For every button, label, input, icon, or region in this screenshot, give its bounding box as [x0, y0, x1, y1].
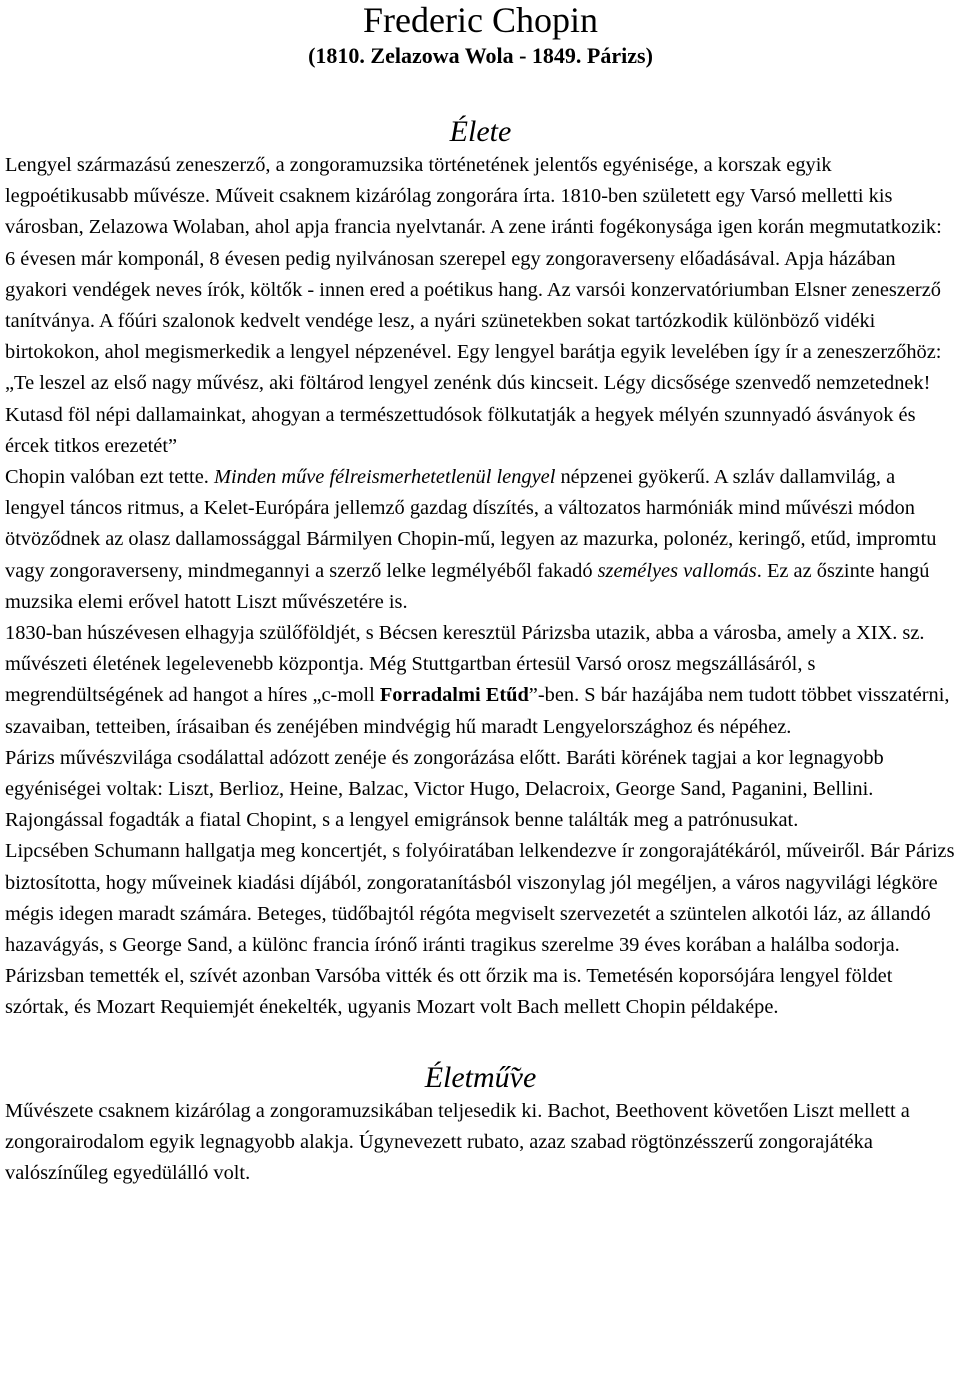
paragraph: [5, 462, 956, 618]
section-body-elete: [5, 150, 956, 1024]
paragraph: [5, 1096, 956, 1190]
page-subtitle: (1810. Zelazowa Wola - 1849. Párizs): [308, 43, 653, 68]
paragraph-text: népzenei gyökerű. A szláv dallamvilág, a lengyel táncos ritmus, a Kelet-Európára jellemző gazdag díszítés, a változatos harmóniák mind művészi módon ötvöződnek az olasz dallamossággal Bármilyen Chopin-mű, legyen az mazurka, polonéz, keringő, etűd, impromtu vagy zongoraverseny, mindmegannyi a szerző lelke legmélyéből fakadó: [5, 466, 937, 582]
paragraph: [5, 618, 956, 743]
paragraph: [5, 150, 956, 462]
paragraph-text: Párizsban temették el, szívét azonban Varsóba vitték és ott őrzik ma is. Temetésén koporsójára lengyel földet szórtak, és Mozart Requiemjét énekelték, ugyanis Mozart volt Bach mellett Chopin példaképe.: [5, 965, 893, 1019]
paragraph-text: Művészete csaknem kizárólag a zongoramuzsikában teljesedik ki. Bachot, Beethovent követően Liszt mellett a zongorairodalom egyik legnagyobb alakja. Úgynevezett rubato, azaz szabad rögtönzésszerű zongorajátéka valószínűleg egyedülálló volt.: [5, 1099, 910, 1185]
paragraph-text: 1830-ban húszévesen elhagyja szülőföldjét, s Bécsen keresztül Párizsba utazik, abba a városba, amely a XIX. sz. művészeti életének legelevenebb központja. Még Stuttgartban értesül Varsó orosz megszállásáról, s megrendültségének ad hangot a híres „c-moll: [5, 622, 925, 707]
section-heading-elete: Élete: [449, 115, 512, 148]
paragraph-text: Lipcsében Schumann hallgatja meg koncertjét, s folyóiratában lelkendezve ír zongorajátékáról, műveiről. Bár Párizs biztosította, hogy műveinek kiadási díjából, zongoratanításból viszonylag jól megéljen, a város nagyvilági légköre mégis idegen maradt számára. Beteges, tüdőbajtól régóta megviselt szervezetét a szüntelen alkotói láz, az állandó hazavágyás, s George Sand, a különc francia írónő iránti tragikus szerelme 39 éves korában a halálba sodorja.: [5, 840, 955, 957]
section-body-eletmuve: [5, 1096, 956, 1190]
paragraph-text: . Ez az őszinte hangú muzsika elemi erővel hatott Liszt művészetére is.: [5, 559, 930, 613]
paragraph: [5, 836, 956, 961]
italic-emphasis: személyes vallomás: [597, 559, 757, 582]
section-heading-eletmuve: Életmű̃ve: [424, 1060, 537, 1094]
paragraph-text: Lengyel származású zeneszerző, a zongoramuzsika történetének jelentős egyénisége, a korszak egyik legpoétikusabb művésze. Műveit csaknem kizárólag zongorára írta. 1810-ben született egy Varsó melletti kis városban, Zelazowa Wolaban, ahol apja francia nyelvtanár. A zene iránti fogékonysága igen korán megmutatkozik: 6 évesen már komponál, 8 évesen pedig nyilvánosan szerepel egy zongoraverseny előadásával. Apja házában gyakori vendégek neves írók, költők - innen ered a poétikus hang. Az varsói konzervatóriumban Elsner zeneszerző tanítványa. A főúri szalonok kedvelt vendége lesz, a nyári szünetekben sokat tartózkodik különböző vidéki birtokokon, ahol megismerkedik a lengyel népzenével. Egy lengyel barátja egyik levelében így ír a zeneszerzőhöz: „Te leszel az első nagy művész, aki föltárod lengyel zenénk dús kincseit. Légy dicsősége szenvedő nemzetednek! Kutasd föl népi dallamainkat, ahogyan a természettudósok fölkutatják a hegyek mélyén szunnyadó ásványok és ércek titkos erezetét”: [5, 154, 942, 457]
page-title: Frederic Chopin: [363, 0, 598, 40]
paragraph: [5, 961, 956, 1023]
paragraph-text: ”-ben. S bár hazájába nem tudott többet visszatérni, szavaiban, tetteiben, írásaiban és zenéjében mindvégig hű maradt Lengyelországhoz és népéhez.: [5, 684, 950, 738]
paragraph-text: Párizs művészvilága csodálattal adózott zenéje és zongorázása előtt. Baráti körének tagjai a kor legnagyobb egyéniségei voltak: Liszt, Berlioz, Heine, Balzac, Victor Hugo, Delacroix, George Sand, Paganini, Bellini. Rajongással fogadták a fiatal Chopint, s a lengyel emigránsok benne találták meg a patrónusukat.: [5, 746, 884, 832]
italic-emphasis: Minden műve félreismerhetetlenül lengyel: [213, 466, 556, 489]
paragraph-text: Chopin valóban ezt tette.: [5, 466, 214, 489]
paragraph: [5, 743, 956, 837]
bold-emphasis: Forradalmi Etűd: [379, 684, 529, 707]
